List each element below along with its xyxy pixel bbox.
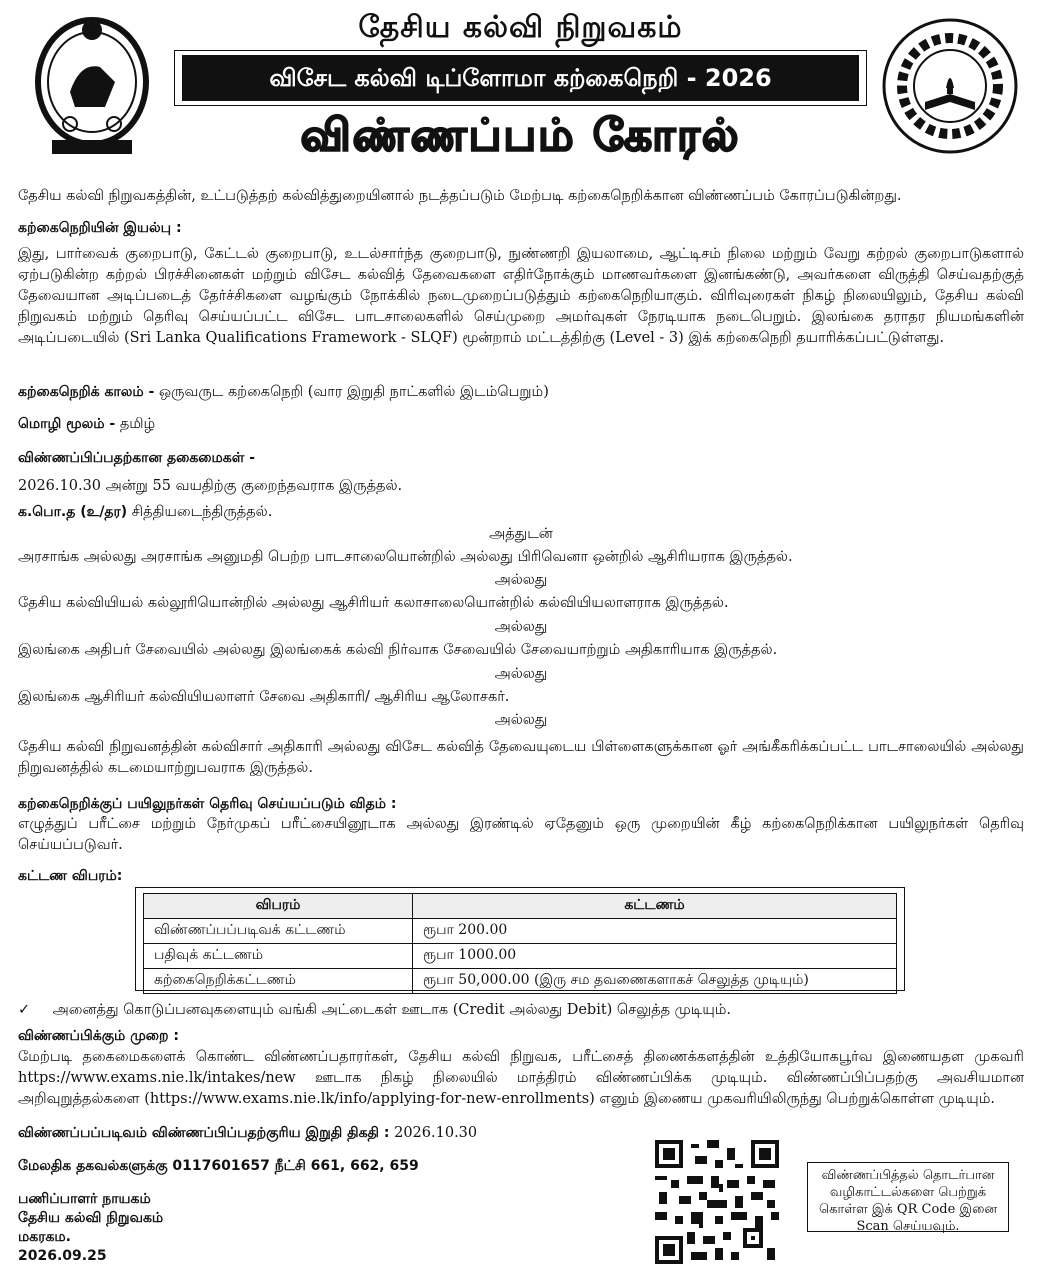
page-title: விண்ணப்பம் கோரல் <box>300 110 741 161</box>
eligibility-heading: விண்ணப்பிப்பதற்கான தகைமைகள் - <box>18 450 256 466</box>
eligibility-or-2: அல்லது <box>494 619 548 635</box>
eligibility-al-label: க.பொ.த (உ/தர) <box>18 504 128 520</box>
eligibility-option-1: அரசாங்க அல்லது அரசாங்க அனுமதி பெற்ற பாடசாலையொன்றில் அல்லது பிரிவெனா ஒன்றில் ஆசிரியராக இருத்தல். <box>18 549 793 565</box>
fee-item: விண்ணப்பப்படிவக் கட்டணம் <box>144 919 413 944</box>
deadline-label: விண்ணப்பப்படிவம் விண்ணப்பிப்பதற்குரிய இறுதி திகதி : <box>18 1125 390 1141</box>
medium-label: மொழி மூலம் - <box>18 416 116 432</box>
table-row <box>144 944 897 969</box>
intro-text: தேசிய கல்வி நிறுவகத்தின், உட்படுத்தற் கல்வித்துறையினால் நடத்தப்படும் மேற்படி கற்கைநெறிக்கான விண்ணப்பம் கோரப்படுகின்றது. <box>18 188 902 204</box>
fees-col-item: விபரம் <box>144 894 413 919</box>
course-title: விசேட கல்வி டிப்ளோமா கற்கைநெறி - 2026 <box>182 55 859 101</box>
payment-note: அனைத்து கொடுப்பனவுகளையும் வங்கி அட்டைகள் ஊடாக (Credit அல்லது Debit) செலுத்த முடியும். <box>52 1002 732 1018</box>
fee-amount: ரூபா 1000.00 <box>413 944 897 969</box>
fees-header-row <box>144 894 897 919</box>
medium-row <box>18 414 1024 435</box>
selection-heading: கற்கைநெறிக்குப் பயிலுநர்கள் தெரிவு செய்யப்படும் விதம் : <box>18 796 397 812</box>
contact-info: மேலதிக தகவல்களுக்கு 0117601657 நீட்சி 661, 662, 659 <box>18 1158 419 1174</box>
eligibility-al-text: சித்தியடைந்திருத்தல். <box>131 504 273 520</box>
table-row <box>144 919 897 944</box>
qr-instruction-box: விண்ணப்பித்தல் தொடர்பான வழிகாட்டல்களை பெற்றுக் கொள்ள இக் QR Code இனை Scan செய்யவும். <box>807 1162 1009 1232</box>
eligibility-option-3: இலங்கை அதிபர் சேவையில் அல்லது இலங்கைக் கல்வி நிர்வாக சேவையில் சேவையாற்றும் அதிகாரியாக இருத்தல். <box>18 642 778 658</box>
sri-lanka-emblem-icon <box>30 12 154 162</box>
deadline-row <box>18 1123 1024 1144</box>
eligibility-al-row <box>18 502 1024 523</box>
qr-code-icon[interactable] <box>655 1140 779 1264</box>
nature-heading: கற்கைநெறியின் இயல்பு : <box>18 220 182 236</box>
institute-title: தேசிய கல்வி நிறுவகம் <box>358 10 683 45</box>
fees-heading: கட்டண விபரம்: <box>18 868 123 884</box>
payment-note-row <box>18 1000 1024 1021</box>
deadline-value: 2026.10.30 <box>394 1125 478 1141</box>
duration-label: கற்கைநெறிக் காலம் - <box>18 384 155 400</box>
fee-item: கற்கைநெறிக்கட்டணம் <box>144 969 413 994</box>
fees-table <box>143 893 897 994</box>
nature-body: இது, பார்வைக் குறைபாடு, கேட்டல் குறைபாடு, உடல்சார்ந்த குறைபாடு, நுண்ணறி இயலாமை, ஆட்டிசம் நிலை மற்றும் வேறு கற்றல் குறைபாடுகளால் ஏற்படுகின்ற கற்றல் பிரச்சினைகள் மற்றும் விசேட கல்வித் தேவைகளை எதிர்நோக்கும் மாணவர்களை இனங்கண்டு, அவர்களை விருத்தி செய்வதற்குத் தேவையான அடிப்படைத் தேர்ச்சிகளை வழங்கும் நோக்கில் நடைமுறைப்படுத்தும் கற்கைநெறியாகும். விரிவுரைகள் நிகழ் நிலையிலும், தேசிய கல்வி நிறுவகம் மற்றும் தெரிவு செய்யப்பட்ட விசேட பாடசாலைகளில் செய்முறை அமர்வுகள் நேரடியாக நடைபெறும். இலங்கை தராதர நியமங்களின் அடிப்படையில் (Sri Lanka Qualifications Framework - SLQF) மூன்றாம் மட்டத்திற்கு (Level - 3) இக் கற்கைநெறி தயாரிக்கப்பட்டுள்ளது. <box>18 246 1024 346</box>
signoff-title: பணிப்பாளர் நாயகம் <box>18 1191 151 1207</box>
fee-amount: ரூபா 50,000.00 (இரு சம தவணைகளாகச் செலுத்த முடியும்) <box>413 969 897 994</box>
eligibility-or-4: அல்லது <box>494 712 548 728</box>
table-row <box>144 969 897 994</box>
duration-value: ஒருவருட கற்கைநெறி (வார இறுதி நாட்களில் இடம்பெறும்) <box>158 384 549 400</box>
check-icon: ✓ <box>18 1002 31 1018</box>
signoff-institute: தேசிய கல்வி நிறுவகம் <box>18 1210 164 1226</box>
signoff-date: 2026.09.25 <box>18 1248 107 1264</box>
fees-col-amount: கட்டணம் <box>413 894 897 919</box>
eligibility-and: அத்துடன் <box>489 526 553 542</box>
eligibility-option-5: தேசிய கல்வி நிறுவனத்தின் கல்விசார் அதிகாரி அல்லது விசேட கல்வித் தேவையுடைய பிள்ளைகளுக்கான ஓர் அங்கீகரிக்கப்பட்ட பாடசாலையில் அல்லது நிறுவனத்தில் கடமையாற்றுபவராக இருத்தல். <box>18 739 1024 776</box>
signoff-place: மகரகம. <box>18 1229 71 1245</box>
apply-heading: விண்ணப்பிக்கும் முறை : <box>18 1028 179 1044</box>
medium-value: தமிழ் <box>119 416 156 432</box>
apply-body: மேற்படி தகைமைகளைக் கொண்ட விண்ணப்பதாரர்கள், தேசிய கல்வி நிறுவக, பரீட்சைத் திணைக்களத்தின் உத்தியோகபூர்வ இணையதள முகவரி https://www.exams.nie.lk/intakes/new ஊடாக நிகழ் நிலையில் மாத்திரம் விண்ணப்பிக்க முடியும். விண்ணப்பிப்பதற்கு அவசியமான அறிவுறுத்தல்களை (https://www.exams.nie.lk/info/applying-for-new-enrollments) எனும் இணைய முகவரியிலிருந்து பெற்றுக்கொள்ள முடியும். <box>18 1049 1024 1107</box>
eligibility-or-3: அல்லது <box>494 666 548 682</box>
fee-amount: ரூபா 200.00 <box>413 919 897 944</box>
selection-body: எழுத்துப் பரீட்சை மற்றும் நேர்முகப் பரீட்சையினூடாக அல்லது இரண்டில் ஏதேனும் ஒரு முறையின் கீழ் கற்கைநெறிக்கான பயிலுநர்கள் தெரிவு செய்யப்படுவர். <box>18 816 1024 853</box>
eligibility-option-2: தேசிய கல்வியியல் கல்லூரியொன்றில் அல்லது ஆசிரியர் கலாசாலையொன்றில் கல்வியியலாளராக இருத்தல். <box>18 595 729 611</box>
fee-item: பதிவுக் கட்டணம் <box>144 944 413 969</box>
duration-row <box>18 382 1024 403</box>
eligibility-age: 2026.10.30 அன்று 55 வயதிற்கு குறைந்தவராக இருத்தல். <box>18 478 403 494</box>
nie-logo-icon <box>880 10 1020 160</box>
eligibility-or-1: அல்லது <box>494 572 548 588</box>
eligibility-option-4: இலங்கை ஆசிரியர் கல்வியியலாளர் சேவை அதிகாரி/ ஆசிரிய ஆலோசகர். <box>18 689 510 705</box>
